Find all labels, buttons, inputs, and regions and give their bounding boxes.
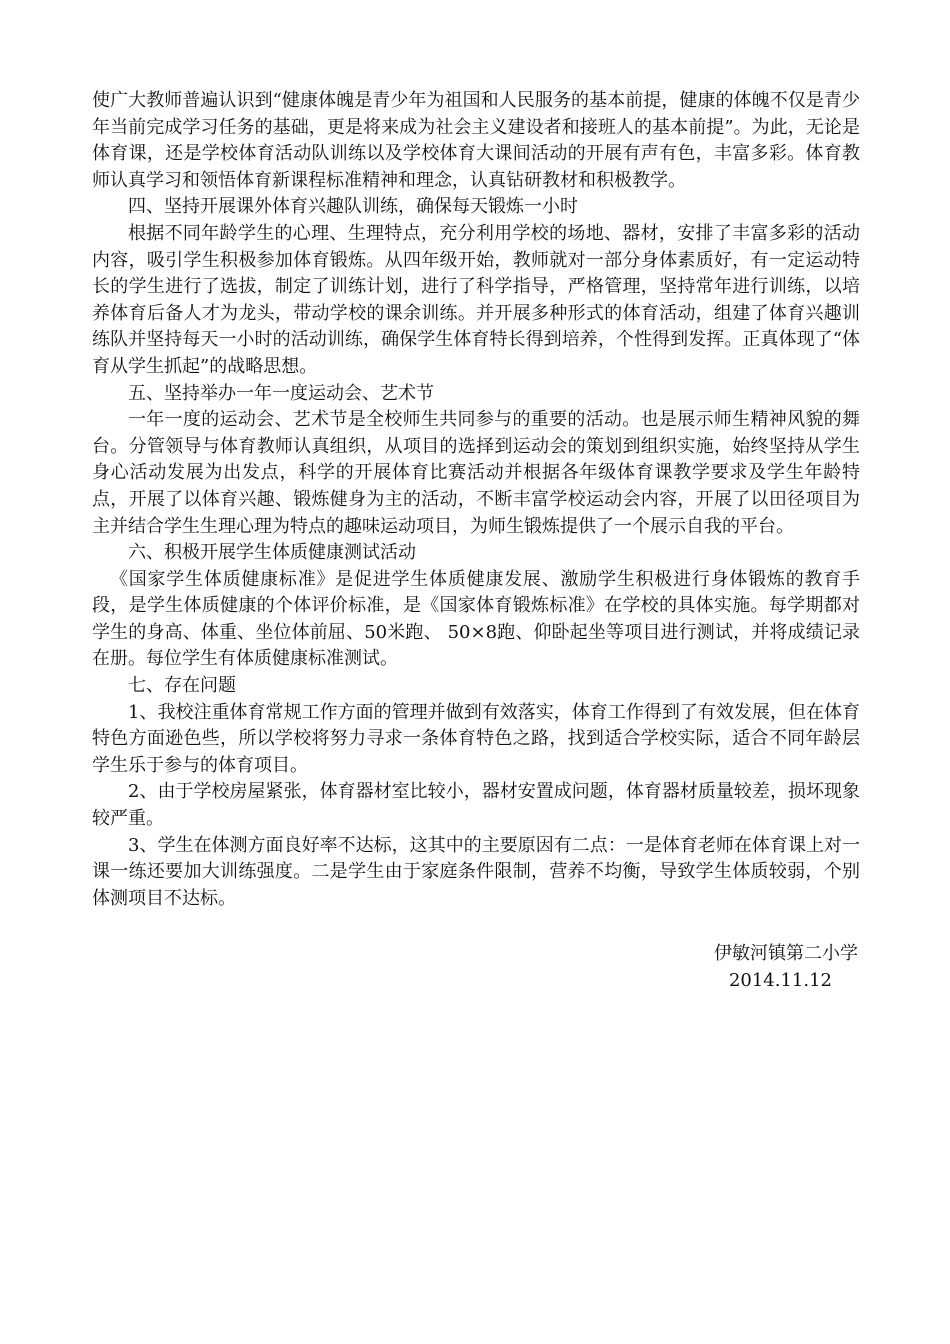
section-heading-7: 七、存在问题: [128, 675, 236, 697]
paragraph-intro: 使广大教师普遍认识到“健康体魄是青少年为祖国和人民服务的基本前提，健康的体魄不仅是青少年当前完成学习任务的基础，更是将来成为社会主义建设者和接班人的基本前提”。为此，无论是体育课，还是学校体育活动队训练以及学校体育大课间活动的开展有声有色，丰富多彩。体育教师认真学习和领悟体育新课程标准精神和理念，认真钻研教材和积极教学。: [92, 90, 860, 191]
problem-item-3: 3、学生在体测方面良好率不达标，这其中的主要原因有二点：一是体育老师在体育课上对一课一练还要加大训练强度。二是学生由于家庭条件限制，营养不均衡，导致学生体质较弱，个别体测项目不达标。: [92, 834, 860, 909]
signature-date: [92, 968, 862, 995]
paragraph-section-4: 根据不同年龄学生的心理、生理特点，充分利用学校的场地、器材，安排了丰富多彩的活动内容，吸引学生积极参加体育锻炼。从四年级开始，教师就对一部分身体素质好，有一定运动特长的学生进行了选拔，制定了训练计划，进行了科学指导，严格管理，坚持常年进行训练，以培养体育后备人才为龙头，带动学校的课余训练。并开展多种形式的体育活动，组建了体育兴趣训练队并坚持每天一小时的活动训练，确保学生体育特长得到培养，个性得到发挥。正真体现了“体育从学生抓起”的战略思想。: [92, 222, 860, 377]
section-heading-4: 四、坚持开展课外体育兴趣队训练，确保每天锻炼一小时: [128, 196, 578, 218]
signature-date-text: 2014.11.12: [728, 970, 832, 991]
paragraph-section-6: 《国家学生体质健康标准》是促进学生体质健康发展、激励学生积极进行身体锻炼的教育手段，是学生体质健康的个体评价标准，是《国家体育锻炼标准》在学校的具体实施。每学期都对学生的身高、体重、坐位体前屈、50米跑、 50×8跑、仰卧起坐等项目进行测试，并将成绩记录在册。每位学生有体质健康标准测试。: [92, 568, 860, 670]
section-heading-5: 五、坚持举办一年一度运动会、艺术节: [128, 382, 434, 404]
problem-item-2: 2、由于学校房屋紧张，体育器材室比较小，器材安置成问题，体育器材质量较差，损坏现象较严重。: [92, 781, 860, 830]
problem-item-1: 1、我校注重体育常规工作方面的管理并做到有效落实，体育工作得到了有效发展，但在体育特色方面逊色些，所以学校将努力寻求一条体育特色之路，找到适合学校实际，适合不同年龄层学生乐于参与的体育项目。: [92, 701, 860, 776]
document-body: [92, 88, 860, 912]
signature-organization: 伊敏河镇第二小学: [714, 943, 858, 964]
paragraph-section-5: 一年一度的运动会、艺术节是全校师生共同参与的重要的活动。也是展示师生精神风貌的舞台。分管领导与体育教师认真组织，从项目的选择到运动会的策划到组织实施，始终坚持从学生身心活动发展为出发点，科学的开展体育比赛活动并根据各年级体育课教学要求及学生年龄特点，开展了以体育兴趣、锻炼健身为主的活动，不断丰富学校运动会内容，开展了以田径项目为主并结合学生生理心理为特点的趣味运动项目，为师生锻炼提供了一个展示自我的平台。: [92, 409, 860, 537]
section-heading-6: 六、积极开展学生体质健康测试活动: [128, 542, 416, 564]
